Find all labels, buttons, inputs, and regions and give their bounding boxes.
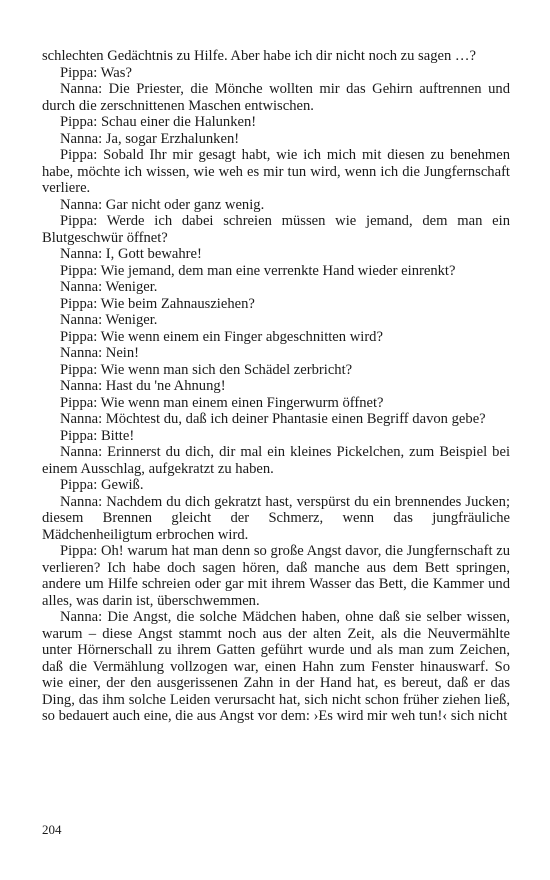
paragraph: Nanna: Möchtest du, daß ich deiner Phantasie einen Begriff davon gebe?: [60, 411, 486, 427]
paragraph: Pippa: Werde ich dabei schreien müssen wie jemand, dem man ein Blutgeschwür öffnet?: [42, 213, 510, 246]
paragraph: schlechten Gedächtnis zu Hilfe. Aber habe ich dir nicht noch zu sagen …?: [42, 48, 477, 64]
paragraph: Pippa: Wie wenn einem ein Finger abgeschnitten wird?: [60, 328, 383, 345]
paragraph: Nanna: Nachdem du dich gekratzt hast, verspürst du ein brennendes Jucken; diesem Brennen gleicht der Schmerz, wenn das jungfräuliche Mädchenheiligtum erbrochen wird.: [42, 493, 510, 543]
paragraph: Pippa: Was?: [60, 64, 132, 81]
paragraph: Nanna: Die Priester, die Mönche wollten mir das Gehirn auftrennen und durch die zerschnittenen Maschen entwischen.: [42, 81, 510, 114]
paragraph: Pippa: Wie wenn man sich den Schädel zerbricht?: [60, 361, 353, 378]
paragraph: Pippa: Gewiß.: [60, 477, 144, 493]
paragraph: Nanna: Weniger.: [60, 279, 158, 295]
paragraph: Pippa: Wie jemand, dem man eine verrenkte Hand wieder einrenkt?: [60, 262, 456, 279]
paragraph: Nanna: Ja, sogar Erzhalunken!: [60, 130, 240, 147]
body-text: [42, 48, 510, 725]
paragraph: Pippa: Bitte!: [60, 427, 135, 444]
paragraph: Nanna: Erinnerst du dich, dir mal ein kleines Pickelchen, zum Beispiel bei einem Ausschlag, aufgekratzt zu haben.: [42, 444, 510, 477]
paragraph: Nanna: Nein!: [60, 345, 140, 361]
paragraph: Nanna: Die Angst, die solche Mädchen haben, ohne daß sie selber wissen, warum – diese Angst stammt noch aus der alten Zeit, als die Neuvermählte unter Hörnerschall zu ihrem Gatten geführt wurde und als man zum Zeichen, daß die Vermählung vollzogen war, einen Hahn zum Fenster hinauswarf. So wie einer, der den ausgerissenen Zahn in der Hand hat, es bereut, daß er das Ding, das ihm solche Leiden verursacht hat, sich nicht schon früher ziehen ließ, so bedauert auch eine, die aus Angst vor dem: ›Es wird mir weh tun!‹ sich nicht: [42, 609, 510, 724]
paragraph: Nanna: Hast du 'ne Ahnung!: [60, 378, 226, 394]
paragraph: Pippa: Oh! warum hat man denn so große Angst davor, die Jungfernschaft zu verlieren? Ich habe doch sagen hören, daß manche aus dem Bett springen, andere um Hilfe schreien oder gar mit ihrem Wasser das Bett, die Kammer und alles, was darin ist, überschwemmen.: [42, 543, 510, 609]
page-number: 204: [42, 822, 62, 837]
paragraph: Nanna: Weniger.: [60, 312, 158, 328]
paragraph: Pippa: Wie wenn man einem einen Fingerwurm öffnet?: [60, 394, 384, 411]
paragraph: Pippa: Sobald Ihr mir gesagt habt, wie ich mich mit diesen zu benehmen habe, möchte ich wissen, wie weh es mir tun wird, wenn ich die Jungfernschaft verliere.: [42, 147, 510, 196]
paragraph: Pippa: Wie beim Zahnausziehen?: [60, 295, 255, 312]
paragraph: Nanna: I, Gott bewahre!: [60, 246, 202, 262]
paragraph: Nanna: Gar nicht oder ganz wenig.: [60, 196, 265, 213]
paragraph: Pippa: Schau einer die Halunken!: [60, 114, 257, 130]
